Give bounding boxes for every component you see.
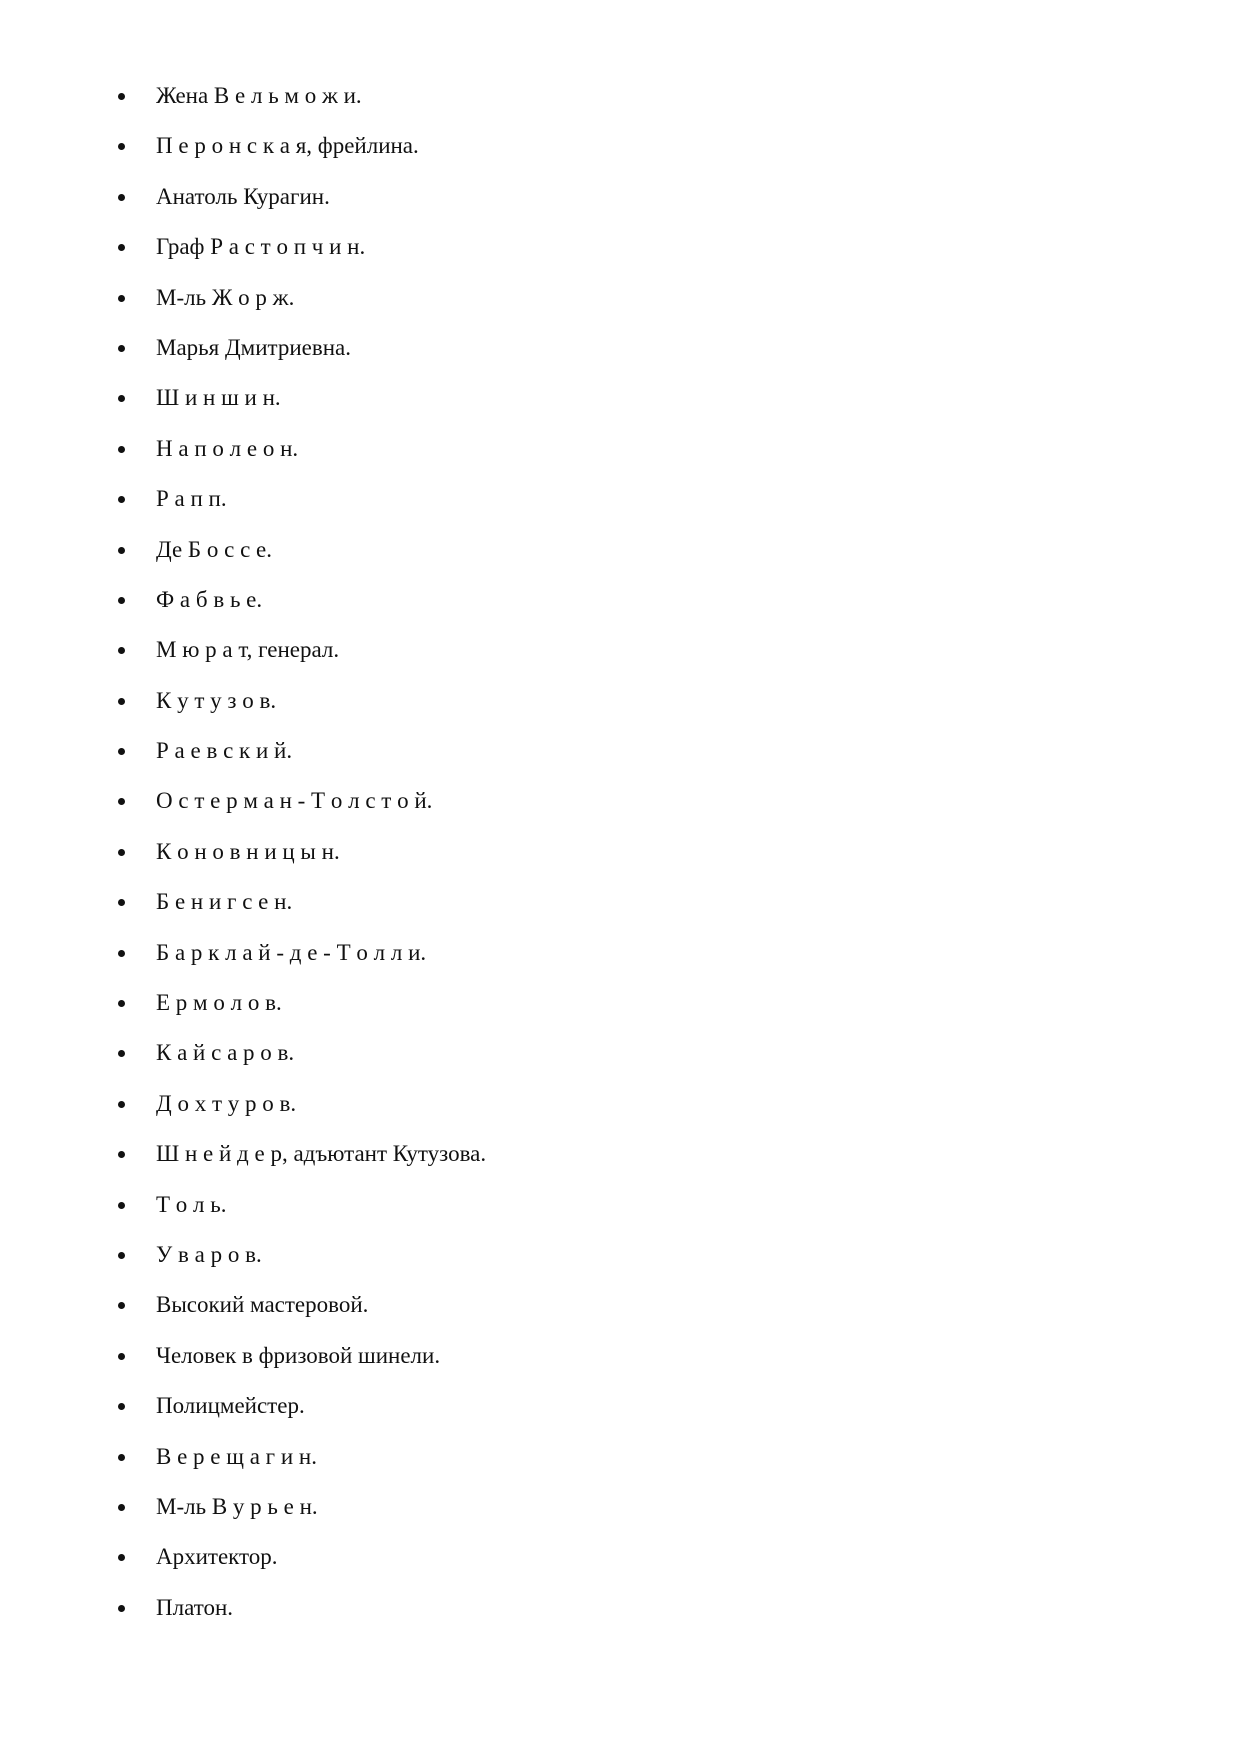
list-item-text: Р а е в с к и й. — [156, 738, 293, 764]
bullet-icon — [118, 1454, 125, 1461]
cast-list — [118, 82, 1118, 1644]
list-item — [118, 485, 1118, 535]
list-item — [118, 838, 1118, 888]
list-item — [118, 787, 1118, 837]
bullet-icon — [118, 698, 125, 705]
list-item — [118, 1493, 1118, 1543]
list-item-text: Граф Р а с т о п ч и н. — [156, 234, 366, 260]
list-item — [118, 233, 1118, 283]
list-item — [118, 737, 1118, 787]
list-item-text: Б е н и г с е н. — [156, 889, 293, 915]
bullet-icon — [118, 446, 125, 453]
list-item — [118, 1594, 1118, 1644]
list-item-text: Б а р к л а й - д е - Т о л л и. — [156, 939, 427, 965]
list-item-text: К у т у з о в. — [156, 687, 277, 713]
list-item-text: О с т е р м а н - Т о л с т о й. — [156, 788, 433, 814]
list-item — [118, 435, 1118, 485]
bullet-icon — [118, 143, 125, 150]
list-item-text: Н а п о л е о н. — [156, 435, 299, 461]
list-item — [118, 132, 1118, 182]
bullet-icon — [118, 1000, 125, 1007]
bullet-icon — [118, 647, 125, 654]
bullet-icon — [118, 1151, 125, 1158]
list-item — [118, 1392, 1118, 1442]
list-item-text: В е р е щ а г и н. — [156, 1443, 317, 1469]
list-item — [118, 1039, 1118, 1089]
bullet-icon — [118, 295, 125, 302]
list-item-text: Платон. — [156, 1594, 234, 1620]
bullet-icon — [118, 1504, 125, 1511]
list-item-text: Ш н е й д е р, адъютант Кутузова. — [156, 1141, 487, 1167]
list-item-text: Р а п п. — [156, 486, 227, 512]
list-item — [118, 888, 1118, 938]
bullet-icon — [118, 1353, 125, 1360]
list-item-text: Полицмейстер. — [156, 1393, 305, 1419]
bullet-icon — [118, 1202, 125, 1209]
list-item-text: Т о л ь. — [156, 1191, 227, 1217]
list-item — [118, 1140, 1118, 1190]
list-item-text: Д о х т у р о в. — [156, 1090, 297, 1116]
list-item-text: Ш и н ш и н. — [156, 385, 281, 411]
list-item — [118, 939, 1118, 989]
list-item-text: Человек в фризовой шинели. — [156, 1342, 441, 1368]
list-item — [118, 1291, 1118, 1341]
list-item — [118, 1241, 1118, 1291]
list-item-text: Де Б о с с е. — [156, 536, 273, 562]
list-item-text: М-ль В у р ь е н. — [156, 1493, 318, 1519]
list-item — [118, 1543, 1118, 1593]
bullet-icon — [118, 1403, 125, 1410]
bullet-icon — [118, 93, 125, 100]
list-item — [118, 183, 1118, 233]
list-item-text: К а й с а р о в. — [156, 1040, 295, 1066]
bullet-icon — [118, 849, 125, 856]
bullet-icon — [118, 597, 125, 604]
list-item-text: Анатоль Курагин. — [156, 183, 330, 209]
list-item — [118, 536, 1118, 586]
bullet-icon — [118, 244, 125, 251]
bullet-icon — [118, 345, 125, 352]
bullet-icon — [118, 547, 125, 554]
bullet-icon — [118, 1050, 125, 1057]
bullet-icon — [118, 496, 125, 503]
list-item-text: Жена В е л ь м о ж и. — [156, 83, 362, 108]
bullet-icon — [118, 950, 125, 957]
list-item-text: П е р о н с к а я, фрейлина. — [156, 133, 419, 159]
bullet-icon — [118, 1101, 125, 1108]
list-item — [118, 687, 1118, 737]
bullet-icon — [118, 194, 125, 201]
list-item — [118, 1342, 1118, 1392]
bullet-icon — [118, 899, 125, 906]
bullet-icon — [118, 1554, 125, 1561]
list-item-text: Ф а б в ь е. — [156, 586, 263, 612]
list-item-text: К о н о в н и ц ы н. — [156, 838, 340, 864]
list-item — [118, 1191, 1118, 1241]
list-item — [118, 82, 1118, 132]
list-item-text: Высокий мастеровой. — [156, 1292, 369, 1318]
list-item — [118, 334, 1118, 384]
bullet-icon — [118, 1605, 125, 1612]
bullet-icon — [118, 395, 125, 402]
list-item — [118, 1443, 1118, 1493]
list-item-text: М-ль Ж о р ж. — [156, 284, 295, 310]
list-item-text: Е р м о л о в. — [156, 990, 282, 1016]
list-item — [118, 1090, 1118, 1140]
list-item — [118, 586, 1118, 636]
list-item-text: Архитектор. — [156, 1544, 278, 1570]
list-item — [118, 989, 1118, 1039]
list-item-text: Марья Дмитриевна. — [156, 334, 352, 360]
list-item-text: М ю р а т, генерал. — [156, 637, 340, 663]
list-item — [118, 284, 1118, 334]
bullet-icon — [118, 798, 125, 805]
bullet-icon — [118, 1252, 125, 1259]
bullet-icon — [118, 1302, 125, 1309]
list-item-text: У в а р о в. — [156, 1241, 262, 1267]
list-item — [118, 384, 1118, 434]
bullet-icon — [118, 748, 125, 755]
list-item — [118, 636, 1118, 686]
